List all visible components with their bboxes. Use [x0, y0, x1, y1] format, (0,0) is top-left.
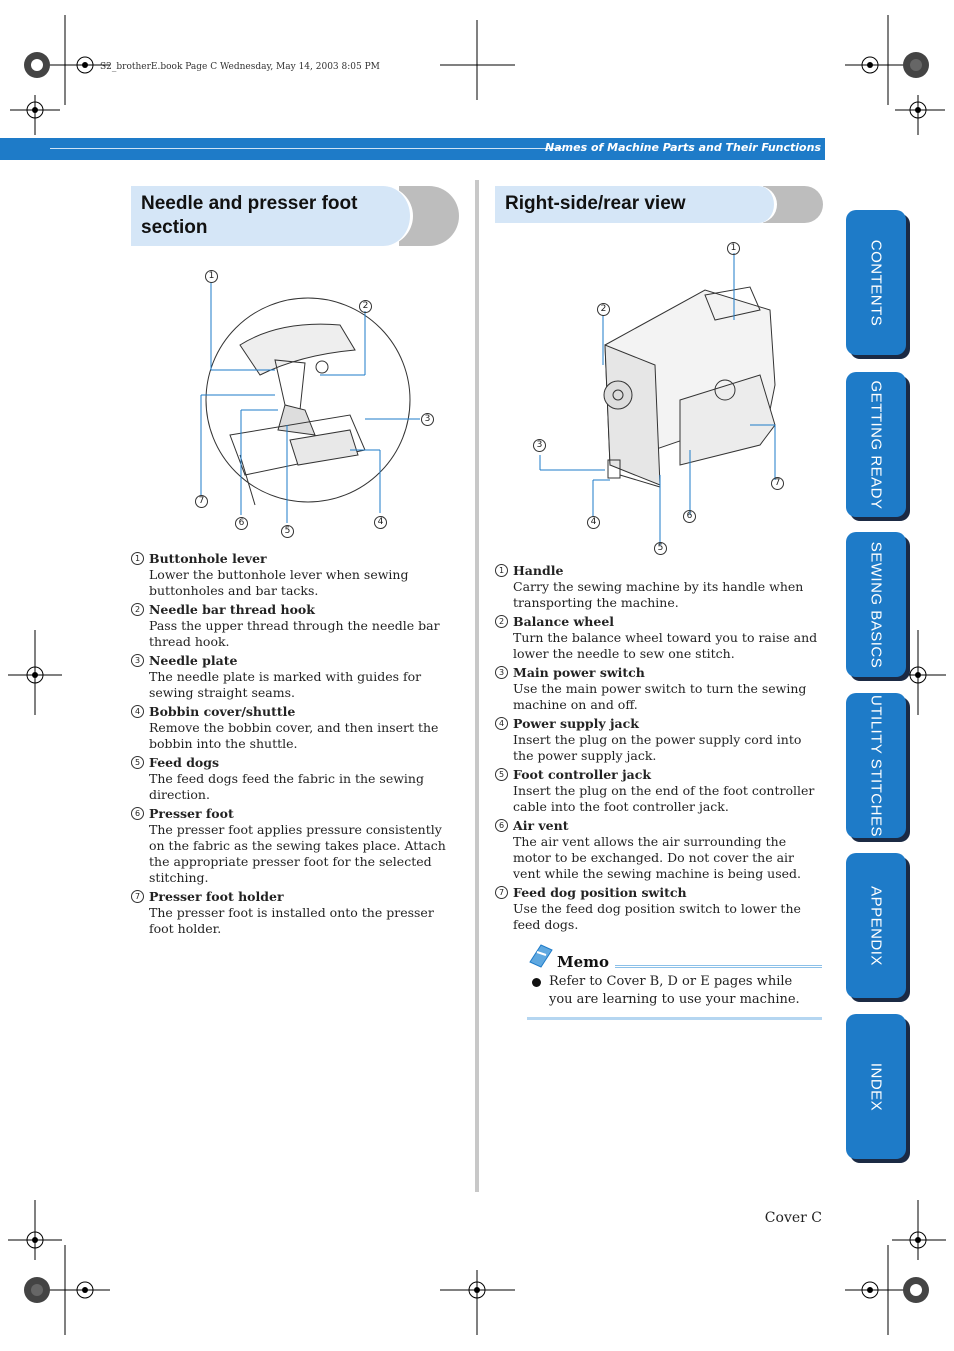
list-item: 5 Feed dogs The feed dogs feed the fabric in the sewing direction.: [131, 755, 461, 803]
print-header: S2_brotherE.book Page C Wednesday, May 14, 2003 8:05 PM: [100, 62, 380, 72]
callout-6: 6: [683, 510, 696, 523]
callout-7: 7: [195, 495, 208, 508]
tab-contents[interactable]: CONTENTS: [846, 210, 906, 355]
list-item: 5 Foot controller jack Insert the plug on the end of the foot controller cable into the foot controller jack.: [495, 767, 825, 815]
list-item: 1 Buttonhole lever Lower the buttonhole lever when sewing buttonholes and bar tacks.: [131, 551, 461, 599]
callout-3: 3: [533, 439, 546, 452]
column-divider: [475, 180, 479, 1192]
left-parts-list: [131, 551, 461, 940]
memo-bullet: [532, 978, 541, 987]
memo-icon: [527, 942, 555, 968]
list-item: 3 Needle plate The needle plate is marked with guides for sewing straight seams.: [131, 653, 461, 701]
tab-getting-ready[interactable]: GETTING READY: [846, 372, 906, 517]
callout-2: 2: [359, 300, 372, 313]
right-parts-list: [495, 563, 825, 936]
callout-4: 4: [587, 516, 600, 529]
memo-title: Memo: [557, 953, 610, 971]
header-bar: [0, 138, 825, 160]
header-title: Names of Machine Parts and Their Functions: [545, 141, 821, 154]
right-section-heading: [495, 186, 823, 223]
callout-4: 4: [374, 516, 387, 529]
callout-5: 5: [281, 525, 294, 538]
list-item: 4 Power supply jack Insert the plug on the power supply cord into the power supply jack.: [495, 716, 825, 764]
header-rule: [50, 148, 562, 149]
tab-index[interactable]: INDEX: [846, 1014, 906, 1159]
list-item: 6 Air vent The air vent allows the air surrounding the motor to be exchanged. Do not cover the air vent while the sewing machine is being used.: [495, 818, 825, 882]
page-number: Cover C: [764, 1210, 822, 1226]
list-item: 2 Needle bar thread hook Pass the upper thread through the needle bar thread hook.: [131, 602, 461, 650]
callout-1: 1: [205, 270, 218, 283]
callout-5: 5: [654, 542, 667, 555]
memo-text: Refer to Cover B, D or E pages while you are learning to use your machine.: [549, 974, 800, 1007]
needle-presser-foot-illustration: [190, 265, 445, 545]
tab-sewing-basics[interactable]: SEWING BASICS: [846, 532, 906, 677]
list-item: 2 Balance wheel Turn the balance wheel toward you to raise and lower the needle to sew one stitch.: [495, 614, 825, 662]
tab-utility-stitches[interactable]: UTILITY STITCHES: [846, 693, 906, 838]
callout-3: 3: [421, 413, 434, 426]
callout-6: 6: [235, 517, 248, 530]
callout-7: 7: [771, 477, 784, 490]
list-item: 6 Presser foot The presser foot applies pressure consistently on the fabric as the sewing takes place. Attach the appropriate presser foot for the selected stitching.: [131, 806, 461, 886]
left-section-title: Needle and presser foot section: [141, 193, 358, 238]
right-section-title: Right-side/rear view: [505, 193, 686, 214]
list-item: 1 Handle Carry the sewing machine by its handle when transporting the machine.: [495, 563, 825, 611]
tab-appendix[interactable]: APPENDIX: [846, 853, 906, 998]
list-item: 7 Feed dog position switch Use the feed dog position switch to lower the feed dogs.: [495, 885, 825, 933]
list-item: 7 Presser foot holder The presser foot is installed onto the presser foot holder.: [131, 889, 461, 937]
list-item: 3 Main power switch Use the main power switch to turn the sewing machine on and off.: [495, 665, 825, 713]
callout-2: 2: [597, 303, 610, 316]
sewing-machine-rear-illustration: [530, 235, 790, 555]
callout-1: 1: [727, 242, 740, 255]
list-item: 4 Bobbin cover/shuttle Remove the bobbin cover, and then insert the bobbin into the shuttle.: [131, 704, 461, 752]
left-section-heading: [131, 186, 459, 246]
memo-box: [527, 942, 822, 1020]
